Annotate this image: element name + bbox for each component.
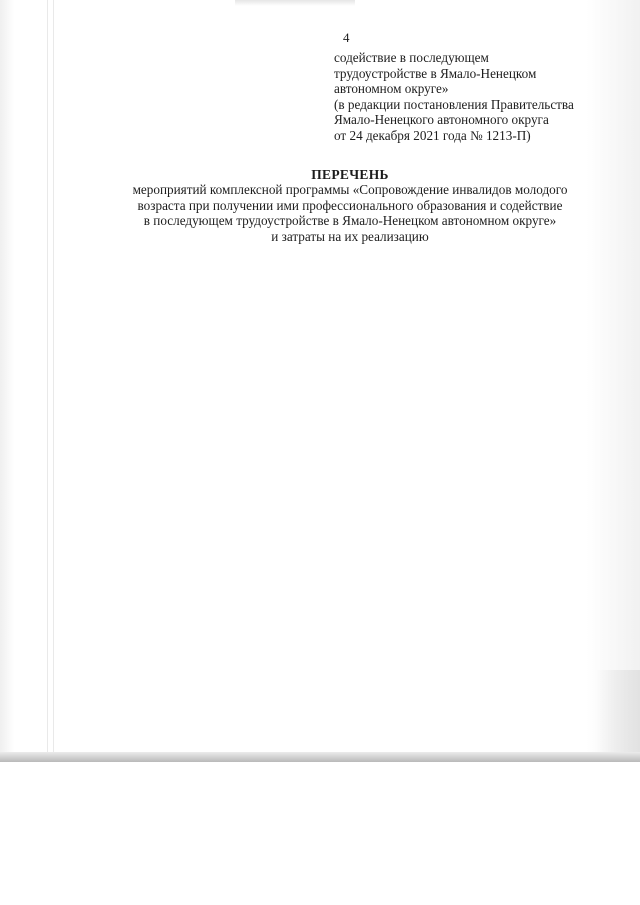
- scan-shadow-corner: [596, 670, 640, 752]
- document-title: ПЕРЕЧЕНЬ: [311, 167, 389, 182]
- subtitle-line: в последующем трудоустройстве в Ямало-Ненецком автономном округе»: [143, 213, 557, 228]
- header-line: трудоустройстве в Ямало-Ненецком: [334, 65, 537, 81]
- document-subtitle: [0, 182, 640, 244]
- header-line: (в редакции постановления Правительства: [334, 96, 574, 112]
- header-line: от 24 декабря 2021 года № 1213-П): [334, 127, 531, 143]
- scan-shadow-left: [0, 0, 14, 760]
- page-number: 4: [343, 30, 350, 45]
- subtitle-line: возраста при получении ими профессионального образования и содействие: [137, 197, 563, 213]
- subtitle-line: и затраты на их реализацию: [271, 228, 429, 244]
- header-line: Ямало-Ненецкого автономного округа: [334, 112, 549, 127]
- subtitle-line: мероприятий комплексной программы «Сопровождение инвалидов молодого: [132, 182, 568, 197]
- header-line: автономном округе»: [334, 81, 449, 96]
- scan-fold-line: [47, 0, 48, 760]
- approval-header: [334, 50, 614, 143]
- header-line: содействие в последующем: [334, 50, 489, 65]
- scan-shadow-bottom: [0, 752, 640, 762]
- scan-shadow-top: [235, 0, 355, 6]
- scan-fold-line: [53, 0, 54, 760]
